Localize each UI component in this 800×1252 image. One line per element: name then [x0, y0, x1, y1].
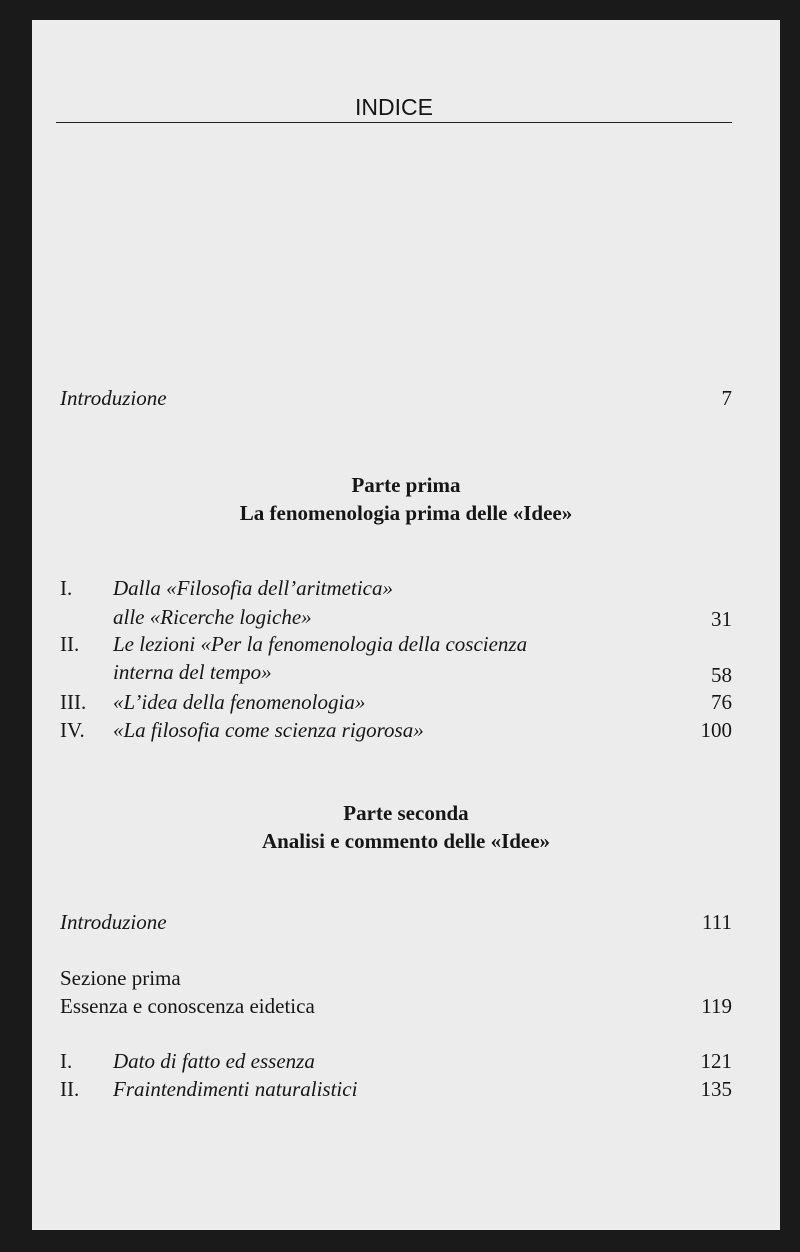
chapter-page: 100: [700, 718, 732, 742]
section-page: 119: [701, 994, 732, 1018]
intro-label: Introduzione: [60, 386, 167, 410]
chapter-number: III.: [60, 690, 87, 714]
chapter-page: 135: [700, 1077, 732, 1101]
chapter-page: 121: [700, 1049, 732, 1073]
section-heading: Sezione prima: [60, 966, 181, 990]
intro-page: 7: [721, 386, 732, 410]
chapter-title: «La filosofia come scienza rigorosa»: [113, 718, 424, 742]
chapter-title-cont: interna del tempo»: [113, 660, 272, 684]
book-page: [32, 20, 780, 1230]
chapter-title: Dalla «Filosofia dell’aritmetica»: [113, 576, 393, 600]
chapter-number: IV.: [60, 718, 85, 742]
chapter-title: «L’idea della fenomenologia»: [113, 690, 366, 714]
part-one-heading: Parte prima: [351, 473, 461, 497]
part-two-subtitle: Analisi e commento delle «Idee»: [261, 829, 551, 853]
chapter-page: 76: [711, 690, 732, 714]
chapter-number: II.: [60, 632, 80, 656]
chapter-title: Le lezioni «Per la fenomenologia della coscienza: [113, 632, 528, 656]
chapter-title-cont: alle «Ricerche logiche»: [113, 605, 312, 629]
chapter-number: I.: [60, 1049, 73, 1073]
chapter-title: Dato di fatto ed essenza: [113, 1049, 315, 1073]
chapter-title: Fraintendimenti naturalistici: [113, 1077, 358, 1101]
page-header: [56, 92, 732, 123]
part-two-heading: Parte seconda: [343, 801, 469, 825]
intro-label: Introduzione: [60, 910, 167, 934]
intro-page: 111: [702, 910, 732, 934]
chapter-number: II.: [60, 1077, 80, 1101]
chapter-page: 31: [711, 607, 732, 631]
section-title: Essenza e conoscenza eidetica: [60, 994, 315, 1018]
chapter-number: I.: [60, 576, 73, 600]
chapter-page: 58: [711, 663, 732, 687]
page-title: INDICE: [355, 94, 433, 120]
part-one-subtitle: La fenomenologia prima delle «Idee»: [239, 501, 573, 525]
